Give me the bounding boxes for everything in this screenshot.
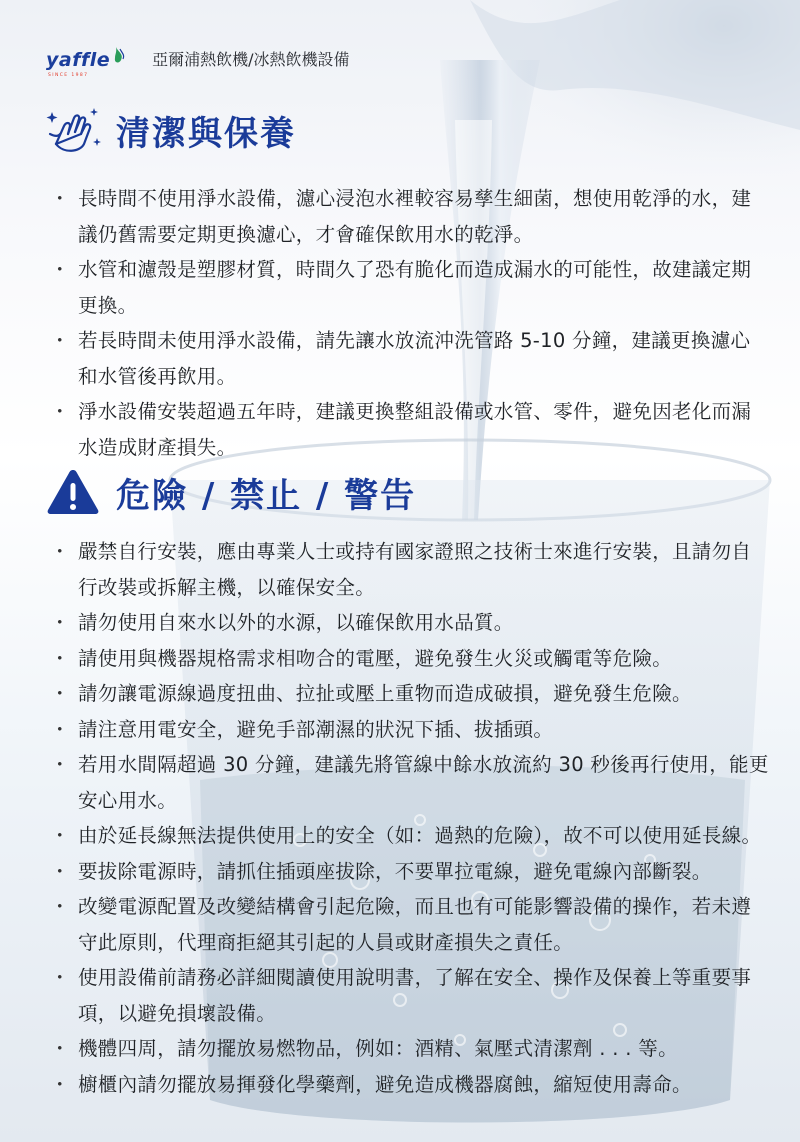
brand-name: yaffle: [46, 48, 111, 71]
warning-triangle-icon: [44, 466, 102, 518]
list-item: ・ 若長時間未使用淨水設備，請先讓水放流沖洗管路 5-10 分鐘，建議更換濾心和水管後再飲用。: [50, 329, 751, 388]
list-item: ・ 要拔除電源時，請抓住插頭座拔除，不要單拉電線，避免電線內部斷裂。: [50, 859, 712, 883]
list-item: ・ 機體四周，請勿擺放易燃物品，例如：酒精、氣壓式清潔劑 . . . 等。: [50, 1037, 678, 1060]
list-item: ・ 若用水間隔超過 30 分鐘，建議先將管線中餘水放流約 30 秒後再行使用，能更安心用水。: [50, 753, 769, 812]
list-item: ・ 改變電源配置及改變結構會引起危險，而且也有可能影響設備的操作，若未遵守此原則，代理商拒絕其引起的人員或財產損失之責任。: [50, 895, 752, 954]
section-heading-warning: [44, 466, 416, 518]
section-title: 清潔與保養: [116, 113, 296, 154]
list-item: ・ 請注意用電安全，避免手部潮濕的狀況下插、拔插頭。: [50, 717, 554, 741]
hand-sparkle-icon: [44, 104, 102, 156]
document-title: 亞爾浦熱飲機/冰熱飲機設備: [152, 49, 350, 69]
brand-tagline: SINCE 1987: [48, 72, 89, 78]
section-title: 危險 / 禁止 / 警告: [116, 475, 417, 516]
list-item: ・ 請勿讓電源線過度扭曲、拉扯或壓上重物而造成破損，避免發生危險。: [50, 682, 692, 705]
list-item: ・ 請使用與機器規格需求相吻合的電壓，避免發生火災或觸電等危險。: [50, 646, 673, 670]
water-drop-icon: [112, 46, 126, 66]
cleaning-list: [50, 181, 770, 465]
list-item: ・ 嚴禁自行安裝，應由專業人士或持有國家證照之技術士來進行安裝，且請勿自行改裝或拆解主機，以確保安全。: [50, 540, 752, 599]
list-item: ・ 請勿使用自來水以外的水源，以確保飲用水品質。: [50, 611, 514, 634]
section-heading-cleaning: [44, 104, 296, 156]
warning-list: [50, 534, 770, 1102]
page-header: [46, 38, 350, 78]
list-item: ・ 櫥櫃內請勿擺放易揮發化學藥劑，避免造成機器腐蝕，縮短使用壽命。: [50, 1072, 692, 1096]
list-item: ・ 水管和濾殼是塑膠材質，時間久了恐有脆化而造成漏水的可能性，故建議定期更換。: [50, 258, 752, 317]
list-item: ・ 使用設備前請務必詳細閱讀使用說明書，了解在安全、操作及保養上等重要事項，以避免損壞設備。: [50, 966, 752, 1025]
list-item: ・ 由於延長線無法提供使用上的安全（如：過熱的危險），故不可以使用延長線。: [50, 824, 762, 847]
list-item: ・ 長時間不使用淨水設備，濾心浸泡水裡較容易孳生細菌，想使用乾淨的水，建議仍舊需要定期更換濾心，才會確保飲用水的乾淨。: [50, 187, 752, 246]
brand-logo: [46, 46, 126, 78]
list-item: ・ 淨水設備安裝超過五年時，建議更換整組設備或水管、零件，避免因老化而漏水造成財產損失。: [50, 400, 752, 459]
